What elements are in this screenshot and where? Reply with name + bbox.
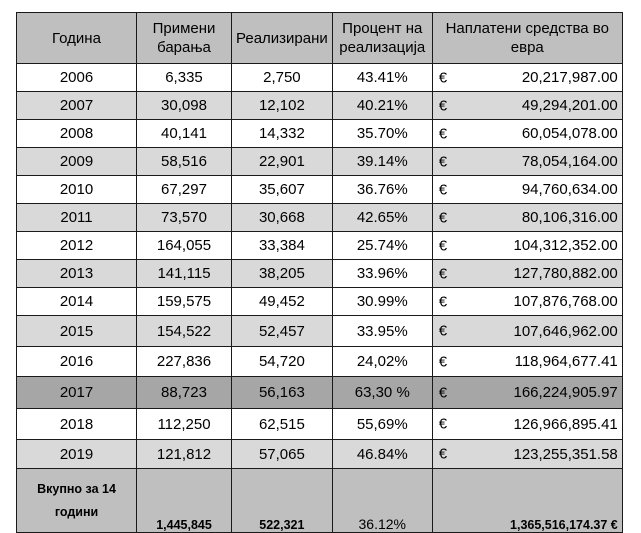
cell-paid — [432, 148, 622, 176]
cell-paid — [432, 316, 622, 347]
cell-year: 2006 — [17, 64, 137, 92]
cell-paid-value: 107,646,962.00 — [513, 322, 618, 340]
cell-realized: 35,607 — [232, 176, 333, 204]
total-received: 1,445,845 — [137, 469, 232, 533]
cell-received: 227,836 — [137, 347, 232, 377]
cell-received: 73,570 — [137, 204, 232, 232]
euro-symbol: € — [438, 97, 448, 114]
cell-received: 58,516 — [137, 148, 232, 176]
cell-paid-value: 49,294,201.00 — [521, 97, 618, 114]
cell-year: 2014 — [17, 288, 137, 316]
cell-received: 30,098 — [137, 92, 232, 120]
table-row — [17, 347, 623, 377]
euro-symbol: € — [438, 237, 448, 254]
cell-percent: 63,30 % — [332, 377, 432, 409]
cell-paid-value: 60,054,078.00 — [521, 125, 618, 142]
euro-symbol: € — [438, 445, 448, 463]
cell-realized: 22,901 — [232, 148, 333, 176]
cell-percent: 43.41% — [332, 64, 432, 92]
euro-symbol: € — [438, 293, 448, 310]
cell-realized: 49,452 — [232, 288, 333, 316]
cell-received: 88,723 — [137, 377, 232, 409]
total-label: Вкупно за 14 години — [17, 469, 137, 533]
total-paid: 1,365,516,174.37 € — [432, 469, 622, 533]
table-row — [17, 148, 623, 176]
cell-percent: 36.76% — [332, 176, 432, 204]
cell-year: 2009 — [17, 148, 137, 176]
table-row — [17, 377, 623, 409]
cell-received: 40,141 — [137, 120, 232, 148]
header-paid: Наплатени средства во евра — [432, 13, 622, 64]
cell-year: 2011 — [17, 204, 137, 232]
cell-year: 2012 — [17, 232, 137, 260]
euro-symbol: € — [438, 415, 448, 433]
header-realized: Реализирани — [232, 13, 333, 64]
table-header-row — [17, 13, 623, 64]
cell-realized: 56,163 — [232, 377, 333, 409]
cell-received: 121,812 — [137, 440, 232, 469]
cell-paid — [432, 260, 622, 288]
cell-paid-value: 126,966,895.41 — [513, 415, 618, 433]
cell-received: 67,297 — [137, 176, 232, 204]
cell-year: 2019 — [17, 440, 137, 469]
euro-symbol: € — [438, 209, 448, 226]
cell-percent: 33.96% — [332, 260, 432, 288]
cell-received: 141,115 — [137, 260, 232, 288]
cell-paid-value: 94,760,634.00 — [521, 181, 618, 198]
cell-percent: 42.65% — [332, 204, 432, 232]
cell-paid — [432, 120, 622, 148]
cell-paid — [432, 92, 622, 120]
table-row — [17, 409, 623, 440]
cell-paid-value: 127,780,882.00 — [513, 265, 618, 282]
cell-paid — [432, 347, 622, 377]
cell-percent: 46.84% — [332, 440, 432, 469]
cell-received: 112,250 — [137, 409, 232, 440]
table-row — [17, 316, 623, 347]
table-row — [17, 440, 623, 469]
table-row — [17, 120, 623, 148]
table-row — [17, 288, 623, 316]
euro-symbol: € — [438, 69, 448, 86]
cell-percent: 39.14% — [332, 148, 432, 176]
cell-paid-value: 80,106,316.00 — [521, 209, 618, 226]
cell-year: 2017 — [17, 377, 137, 409]
cell-paid — [432, 288, 622, 316]
cell-year: 2013 — [17, 260, 137, 288]
euro-symbol: € — [438, 181, 448, 198]
cell-paid-value: 20,217,987.00 — [521, 69, 618, 86]
table-row — [17, 92, 623, 120]
cell-realized: 57,065 — [232, 440, 333, 469]
euro-symbol: € — [438, 265, 448, 282]
cell-paid — [432, 64, 622, 92]
cell-realized: 62,515 — [232, 409, 333, 440]
table-row — [17, 232, 623, 260]
cell-realized: 12,102 — [232, 92, 333, 120]
euro-symbol: € — [438, 322, 448, 340]
cell-paid-value: 78,054,164.00 — [521, 153, 618, 170]
cell-percent: 55,69% — [332, 409, 432, 440]
cell-year: 2010 — [17, 176, 137, 204]
cell-paid-value: 107,876,768.00 — [513, 293, 618, 310]
cell-percent: 30.99% — [332, 288, 432, 316]
cell-paid-value: 104,312,352.00 — [513, 237, 618, 254]
cell-paid — [432, 409, 622, 440]
header-year: Година — [17, 13, 137, 64]
cell-paid — [432, 176, 622, 204]
statistics-table — [16, 12, 623, 533]
cell-percent: 24,02% — [332, 347, 432, 377]
cell-realized: 52,457 — [232, 316, 333, 347]
header-percent: Процент на реализација — [332, 13, 432, 64]
cell-received: 164,055 — [137, 232, 232, 260]
euro-symbol: € — [438, 353, 448, 370]
cell-received: 159,575 — [137, 288, 232, 316]
cell-percent: 33.95% — [332, 316, 432, 347]
cell-year: 2007 — [17, 92, 137, 120]
cell-year: 2015 — [17, 316, 137, 347]
cell-realized: 54,720 — [232, 347, 333, 377]
table-row — [17, 260, 623, 288]
cell-realized: 33,384 — [232, 232, 333, 260]
cell-year: 2016 — [17, 347, 137, 377]
cell-paid-value: 123,255,351.58 — [513, 445, 618, 463]
cell-paid — [432, 440, 622, 469]
euro-symbol: € — [438, 384, 448, 401]
cell-realized: 2,750 — [232, 64, 333, 92]
cell-received: 6,335 — [137, 64, 232, 92]
euro-symbol: € — [438, 125, 448, 142]
euro-symbol: € — [438, 153, 448, 170]
cell-percent: 40.21% — [332, 92, 432, 120]
table-row — [17, 204, 623, 232]
header-received: Примени барања — [137, 13, 232, 64]
total-percent: 36.12% — [332, 469, 432, 533]
total-realized: 522,321 — [232, 469, 333, 533]
cell-paid-value: 118,964,677.41 — [514, 353, 618, 370]
cell-percent: 25.74% — [332, 232, 432, 260]
total-row — [17, 469, 623, 533]
table-row — [17, 64, 623, 92]
cell-received: 154,522 — [137, 316, 232, 347]
table-row — [17, 176, 623, 204]
cell-realized: 30,668 — [232, 204, 333, 232]
cell-paid — [432, 204, 622, 232]
cell-paid — [432, 232, 622, 260]
cell-percent: 35.70% — [332, 120, 432, 148]
cell-realized: 14,332 — [232, 120, 333, 148]
cell-paid — [432, 377, 622, 409]
cell-realized: 38,205 — [232, 260, 333, 288]
cell-year: 2008 — [17, 120, 137, 148]
cell-paid-value: 166,224,905.97 — [513, 384, 618, 401]
cell-year: 2018 — [17, 409, 137, 440]
